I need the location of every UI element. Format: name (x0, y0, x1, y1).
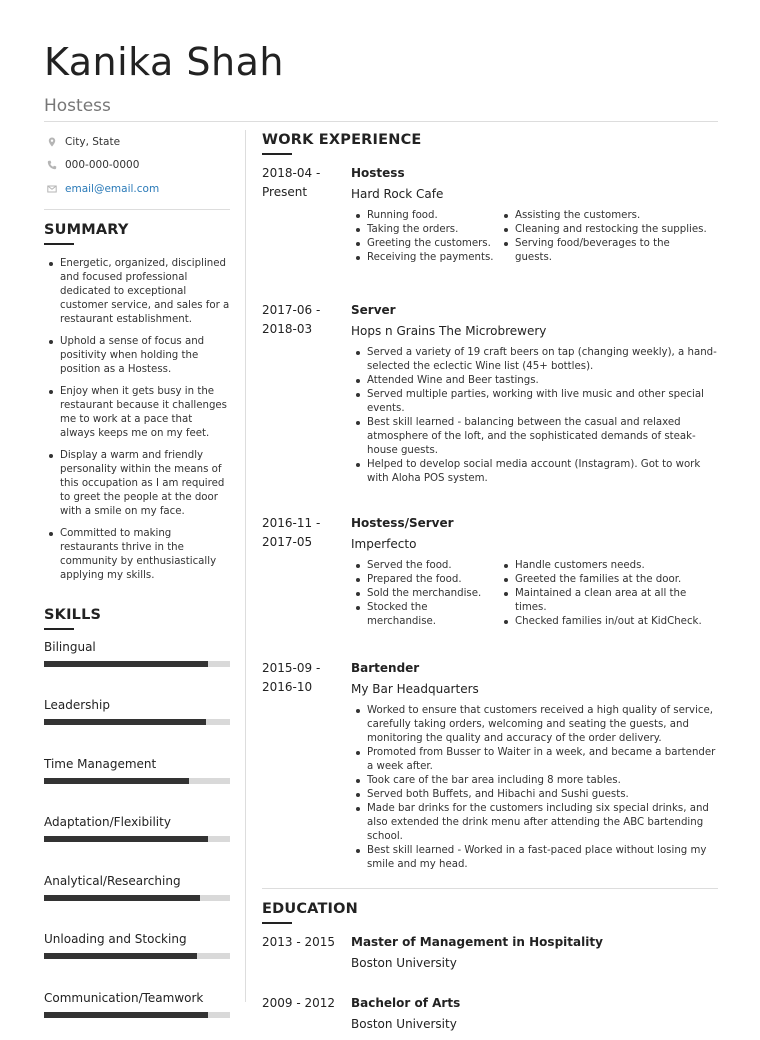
duty-item: Attended Wine and Beer tastings. (351, 374, 718, 388)
skill-bar-fill (44, 661, 208, 667)
duty-item: Handle customers needs. (499, 559, 714, 573)
job-dates (262, 659, 342, 697)
duty-item: Cleaning and restocking the supplies. (499, 223, 709, 237)
duty-item: Running food. (351, 209, 499, 223)
header-divider (44, 121, 718, 122)
duty-item: Maintained a clean area at all the times. (499, 587, 714, 615)
duty-column (351, 559, 499, 629)
skill-label: Communication/Teamwork (44, 990, 204, 1005)
summary-item: Energetic, organized, disciplined and focused professional dedicated to exceptional customer service, and sales for a restaurant establishment. (44, 257, 230, 327)
job-role: Hostess (351, 166, 405, 180)
skills-list (44, 630, 230, 1040)
duty-item: Made bar drinks for the customers including six special drinks, and also extended the drink menu after attending the ABC bartending school. (351, 802, 718, 844)
work-experience-heading: WORK EXPERIENCE (262, 132, 422, 148)
education-entry (262, 933, 718, 973)
job-date-end: 2017-05 (262, 535, 313, 549)
skill-item (44, 922, 230, 981)
duty-column (351, 209, 499, 265)
job-role: Server (351, 303, 396, 317)
duty-item: Serving food/beverages to the guests. (499, 237, 709, 265)
sidebar (44, 130, 230, 1039)
skill-label: Adaptation/Flexibility (44, 815, 171, 829)
contact-email (44, 177, 230, 201)
job-dates (262, 514, 342, 552)
contact-location (44, 130, 230, 154)
job-entry (262, 301, 718, 486)
skill-item (44, 981, 230, 1040)
education-underline (262, 922, 292, 924)
candidate-name: Kanika Shah (44, 40, 284, 84)
skill-bar-track (44, 1012, 230, 1018)
job-duties (351, 346, 718, 486)
skill-bar-track (44, 953, 230, 959)
duty-item: Served the food. (351, 559, 499, 573)
job-entry (262, 514, 718, 629)
duty-item: Assisting the customers. (499, 209, 709, 223)
duty-item: Greeting the customers. (351, 237, 499, 251)
location-pin-icon (47, 137, 57, 147)
skill-item (44, 805, 230, 864)
duty-item: Worked to ensure that customers received a high quality of service, carefully taking orders, welcoming and seating the guests, and monitoring the quality and accuracy of the order delivery. (351, 704, 718, 746)
summary-heading: SUMMARY (44, 221, 129, 238)
skill-item (44, 747, 230, 806)
summary-underline (44, 243, 74, 245)
duty-item: Took care of the bar area including 8 more tables. (351, 774, 718, 788)
duty-item: Best skill learned - balancing between the casual and relaxed atmosphere of the loft, and the sophisticated demands of steak-house guests. (351, 416, 718, 458)
contact-phone (44, 154, 230, 178)
work-experience-underline (262, 153, 292, 155)
skill-item (44, 688, 230, 747)
skill-label: Leadership (44, 698, 110, 712)
email-link[interactable]: email@email.com (65, 182, 160, 195)
duty-item: Promoted from Busser to Waiter in a week, and became a bartender a week after. (351, 746, 718, 774)
skill-bar-fill (44, 719, 206, 725)
job-role: Bartender (351, 661, 420, 675)
education-dates: 2013 - 2015 (262, 935, 336, 949)
summary-item: Enjoy when it gets busy in the restaurant because it challenges me to work at a pace that always keeps me on my feet. (44, 385, 230, 441)
duty-item: Greeted the families at the door. (499, 573, 714, 587)
skill-label: Analytical/Researching (44, 873, 181, 888)
column-divider (245, 130, 246, 1002)
job-date-end: Present (262, 185, 308, 199)
phone-icon (47, 160, 57, 170)
skill-bar-fill (44, 895, 200, 901)
main-column (262, 132, 718, 1034)
duty-item: Sold the merchandise. (351, 587, 499, 601)
job-dates (262, 164, 342, 202)
degree: Master of Management in Hospitality (351, 935, 603, 949)
job-date-end: 2016-10 (262, 680, 313, 694)
job-entry (262, 659, 718, 872)
duty-item: Best skill learned - Worked in a fast-paced place without losing my smile and my head. (351, 844, 718, 872)
duty-item: Checked families in/out at KidCheck. (499, 615, 714, 629)
education-heading: EDUCATION (262, 901, 359, 917)
summary-item: Uphold a sense of focus and positivity when holding the position as a Hostess. (44, 335, 230, 377)
education-entry (262, 994, 718, 1034)
skill-bar-track (44, 661, 230, 667)
skill-bar-track (44, 895, 230, 901)
location-text: City, State (65, 135, 121, 148)
job-date-start: 2018-04 - (262, 166, 321, 180)
skill-bar-track (44, 719, 230, 725)
job-employer: My Bar Headquarters (351, 682, 479, 696)
skill-item (44, 864, 230, 923)
job-role: Hostess/Server (351, 516, 454, 530)
job-date-start: 2015-09 - (262, 661, 321, 675)
duty-item: Stocked the merchandise. (351, 601, 499, 629)
resume-header (44, 38, 718, 116)
summary-list (44, 257, 230, 583)
education-dates: 2009 - 2012 (262, 996, 336, 1010)
duty-item: Receiving the payments. (351, 251, 499, 265)
duty-item: Served a variety of 19 craft beers on tap (changing weekly), a hand-selected the eclectic Wine list (45+ bottles). (351, 346, 718, 374)
skill-bar-fill (44, 778, 189, 784)
job-employer: Hops n Grains The Microbrewery (351, 324, 547, 338)
skills-heading: SKILLS (44, 606, 102, 623)
duty-item: Served multiple parties, working with live music and other special events. (351, 388, 718, 416)
job-duties (351, 559, 718, 629)
summary-item: Committed to making restaurants thrive in the community by enthusiastically applying my skills. (44, 527, 230, 583)
degree: Bachelor of Arts (351, 996, 461, 1010)
candidate-title: Hostess (44, 96, 111, 116)
skill-bar-track (44, 836, 230, 842)
duty-column (499, 559, 714, 629)
school: Boston University (351, 1017, 457, 1031)
job-duties (351, 704, 718, 872)
phone-text: 000-000-0000 (65, 159, 140, 172)
skill-item (44, 630, 230, 689)
education-divider (262, 888, 718, 889)
envelope-icon (47, 184, 57, 194)
skill-bar-fill (44, 836, 208, 842)
school: Boston University (351, 956, 457, 970)
job-date-start: 2016-11 - (262, 516, 321, 530)
job-date-end: 2018-03 (262, 322, 313, 336)
summary-item: Display a warm and friendly personality within the means of this occupation as I am required to greet the people at the door with a smile on my face. (44, 449, 230, 519)
job-duties (351, 209, 718, 265)
job-employer: Imperfecto (351, 537, 417, 551)
job-employer: Hard Rock Cafe (351, 187, 444, 201)
skill-bar-fill (44, 1012, 208, 1018)
duty-column (499, 209, 709, 265)
duty-item: Served both Buffets, and Hibachi and Sushi guests. (351, 788, 718, 802)
skill-label: Time Management (44, 756, 157, 771)
sidebar-divider (44, 209, 230, 210)
duty-item: Prepared the food. (351, 573, 499, 587)
skill-label: Unloading and Stocking (44, 932, 187, 946)
job-date-start: 2017-06 - (262, 303, 321, 317)
skill-bar-fill (44, 953, 197, 959)
duty-item: Helped to develop social media account (Instagram). Got to work with Aloha POS system. (351, 458, 718, 486)
job-entry (262, 164, 718, 265)
skill-bar-track (44, 778, 230, 784)
skill-label: Bilingual (44, 639, 96, 654)
duty-item: Taking the orders. (351, 223, 499, 237)
job-dates (262, 301, 342, 339)
